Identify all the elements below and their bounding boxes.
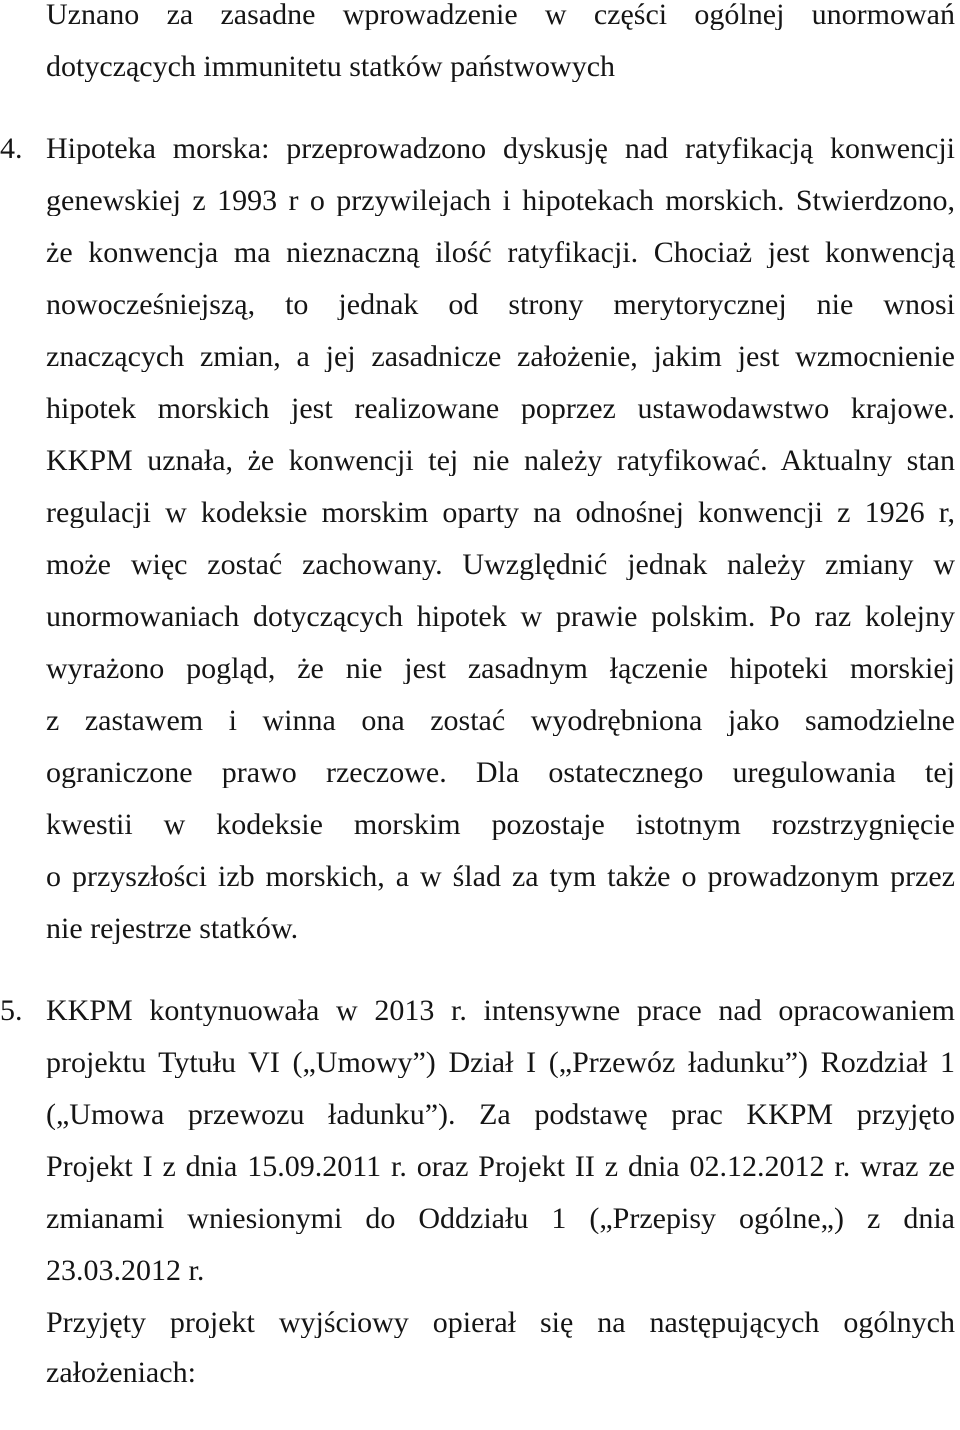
text-line: KKPM uznała, że konwencji tej nie należy ratyfikować. Aktualny stan: [46, 446, 955, 476]
text-line: 23.03.2012 r.: [46, 1256, 205, 1286]
line-text: KKPM kontynuowała w 2013 r. intensywne prace nad opracowaniem: [46, 996, 955, 1026]
paragraph: [0, 0, 960, 82]
text-line: może więc zostać zachowany. Uwzględnić jednak należy zmiany w: [46, 550, 955, 580]
text-line: zmianami wniesionymi do Oddziału 1 („Przepisy ogólne„) z dnia: [46, 1204, 955, 1234]
text-line: nie rejestrze statków.: [46, 914, 299, 944]
text-line: unormowaniach dotyczących hipotek w prawie polskim. Po raz kolejny: [46, 602, 955, 632]
text-line: założeniach:: [46, 1360, 196, 1386]
text-line: projektu Tytułu VI („Umowy”) Dział I („Przewóz ładunku”) Rozdział 1: [46, 1048, 955, 1078]
line-text: Hipoteka morska: przeprowadzono dyskusję nad ratyfikacją konwencji: [46, 134, 955, 164]
text-line: kwestii w kodeksie morskim pozostaje istotnym rozstrzygnięcie: [46, 810, 955, 840]
text-line: regulacji w kodeksie morskim oparty na odnośnej konwencji z 1926 r,: [46, 498, 955, 528]
text-line: Przyjęty projekt wyjściowy opierał się na następujących ogólnych: [46, 1308, 955, 1338]
text-line: znaczących zmian, a jej zasadnicze założenie, jakim jest wzmocnienie: [46, 342, 955, 372]
text-line: ograniczone prawo rzeczowe. Dla ostatecznego uregulowania tej: [46, 758, 955, 788]
text-line: [0, 996, 955, 1026]
text-line: Projekt I z dnia 15.09.2011 r. oraz Projekt II z dnia 02.12.2012 r. wraz ze: [46, 1152, 955, 1182]
text-line: [0, 134, 955, 164]
numbered-paragraph: [0, 134, 960, 944]
numbered-paragraph: [0, 996, 960, 1286]
text-line: Uznano za zasadne wprowadzenie w części ogólnej unormowań: [46, 0, 955, 30]
text-line: wyrażono pogląd, że nie jest zasadnym łączenie hipoteki morskiej: [46, 654, 955, 684]
text-line: genewskiej z 1993 r o przywilejach i hipotekach morskich. Stwierdzono,: [46, 186, 955, 216]
text-line: z zastawem i winna ona zostać wyodrębniona jako samodzielne: [46, 706, 955, 736]
text-line: że konwencja ma nieznaczną ilość ratyfikacji. Chociaż jest konwencją: [46, 238, 955, 268]
text-line: o przyszłości izb morskich, a w ślad za tym także o prowadzonym przez: [46, 862, 955, 892]
text-line: hipotek morskich jest realizowane poprzez ustawodawstwo krajowe.: [46, 394, 955, 424]
text-line: („Umowa przewozu ładunku”). Za podstawę prac KKPM przyjęto: [46, 1100, 955, 1130]
text-line: dotyczących immunitetu statków państwowych: [46, 52, 616, 82]
paragraph-number: 5.: [0, 996, 23, 1026]
paragraph-number: 4.: [0, 134, 23, 164]
paragraph: [0, 1308, 960, 1386]
text-line: nowocześniejszą, to jednak od strony merytorycznej nie wnosi: [46, 290, 955, 320]
